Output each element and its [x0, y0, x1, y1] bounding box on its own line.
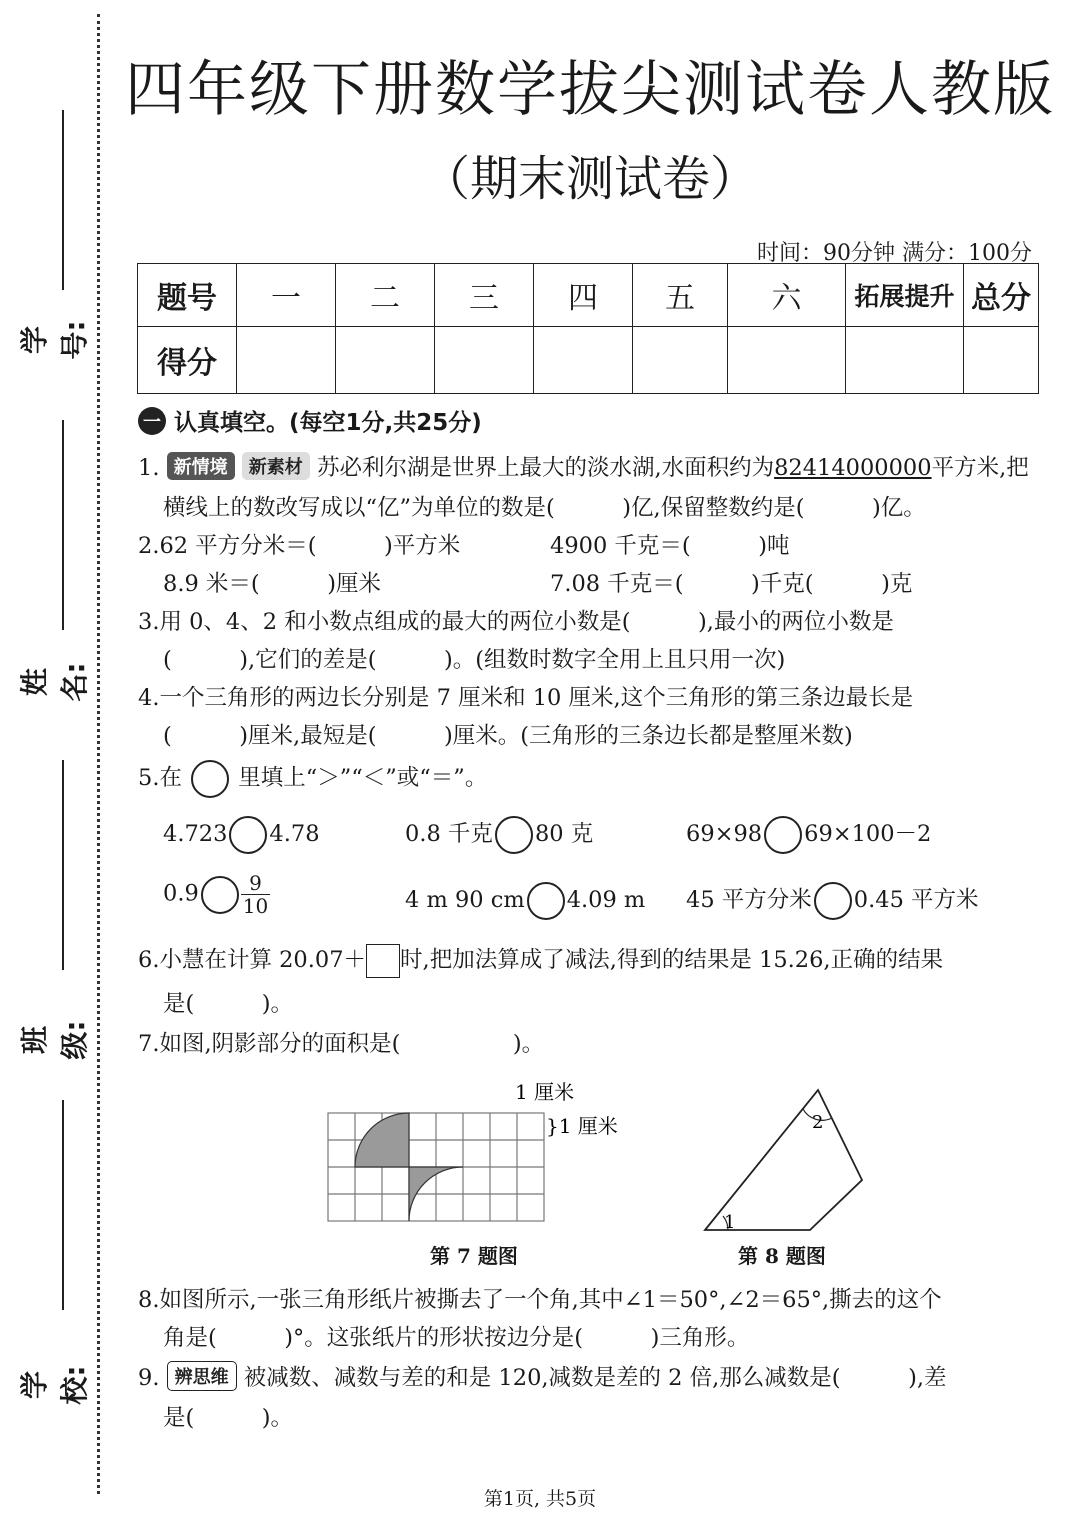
compare-answer-circle[interactable] [527, 882, 565, 920]
score-input-cell[interactable] [728, 327, 846, 394]
figure-7-caption: 第 7 题图 [430, 1244, 518, 1268]
question-number: 7. [138, 1031, 160, 1057]
compare-item [686, 882, 979, 920]
question-text: 小慧在计算 20.07＋ [159, 947, 367, 973]
compare-item [163, 872, 270, 917]
score-header-cell: 五 [633, 264, 728, 327]
unit-label-side: }1 厘米 [546, 1114, 618, 1138]
section-number-badge: 一 [138, 407, 166, 435]
shaded-quarter-upper [355, 1113, 409, 1167]
question-8-line-1 [138, 1282, 942, 1314]
question-3-line-2: ( ),它们的差是( )。(组数时数字全用上且只用一次) [163, 647, 786, 673]
tag-new-context: 新情境 [167, 452, 235, 480]
class-write-line[interactable] [62, 760, 64, 970]
class-label: 班级: [18, 1020, 91, 1060]
question-text: 用 0、4、2 和小数点组成的最大的两位小数是( ),最小的两位小数是 [159, 609, 894, 635]
question-2-part-c: 8.9 米＝( )厘米 [163, 571, 381, 597]
score-table-header-row [138, 264, 1039, 327]
compare-item [405, 882, 645, 920]
question-4-line-2: ( )厘米,最短是( )厘米。(三角形的三条边长都是整厘米数) [163, 723, 853, 749]
question-text: 里填上“＞”“＜”或“＝”。 [238, 765, 488, 791]
school-write-line[interactable] [62, 1100, 64, 1310]
compare-answer-circle[interactable] [495, 816, 533, 854]
page-footer: 第1页, 共5页 [483, 1488, 597, 1510]
question-2-line-1 [138, 528, 460, 560]
angle-1-label: 1 [724, 1212, 736, 1233]
question-6-line-2: 是( )。 [163, 991, 294, 1017]
score-input-cell[interactable] [237, 327, 336, 394]
question-5-intro [138, 760, 487, 798]
question-1-line-2: 横线上的数改写成以“亿”为单位的数是( )亿,保留整数约是( )亿。 [163, 495, 926, 521]
school-label: 学校: [18, 1365, 91, 1405]
score-header-cell: 三 [435, 264, 534, 327]
question-number: 8. [138, 1287, 160, 1313]
question-2-part-b: 4900 千克＝( )吨 [550, 533, 790, 559]
compare-answer-circle[interactable] [814, 882, 852, 920]
question-text: 时,把加法算成了减法,得到的结果是 15.26,正确的结果 [400, 947, 944, 973]
question-text: 如图所示,一张三角形纸片被撕去了一个角,其中∠1＝50°,∠2＝65°,撕去的这个 [159, 1287, 942, 1313]
figure-8-torn-triangle [690, 1080, 880, 1235]
binding-dotted-line [97, 14, 100, 1494]
score-header-cell: 六 [728, 264, 846, 327]
question-number: 4. [138, 685, 160, 711]
compare-right: 0.45 平方米 [853, 887, 979, 913]
score-header-cell: 总分 [964, 264, 1039, 327]
question-3-line-1 [138, 604, 894, 636]
exam-meta: 时间：90分钟 满分：100分 [757, 241, 1032, 266]
compare-left: 0.9 [163, 880, 199, 907]
compare-right: 4.78 [269, 821, 320, 847]
question-text: 被减数、减数与差的和是 120,减数是差的 2 倍,那么减数是( ),差 [243, 1365, 947, 1391]
score-input-cell[interactable] [435, 327, 534, 394]
question-number: 6. [138, 947, 160, 973]
score-header-cell: 一 [237, 264, 336, 327]
question-text: 一个三角形的两边长分别是 7 厘米和 10 厘米,这个三角形的第三条边最长是 [159, 685, 914, 711]
compare-item [163, 816, 320, 854]
question-number: 2. [138, 533, 160, 559]
score-input-cell[interactable] [964, 327, 1039, 394]
question-1-line-1 [138, 450, 1029, 482]
score-header-cell: 拓展提升 [846, 264, 964, 327]
question-number: 5. [138, 765, 160, 791]
tag-thinking: 辨思维 [167, 1361, 237, 1391]
compare-answer-circle[interactable] [229, 816, 267, 854]
score-input-cell[interactable] [534, 327, 633, 394]
question-number: 9. [138, 1365, 160, 1391]
compare-answer-circle[interactable] [201, 876, 239, 914]
score-header-cell: 题号 [138, 264, 237, 327]
question-9-line-1 [138, 1360, 947, 1392]
fraction-denominator: 10 [242, 894, 269, 918]
section-title: 认真填空。(每空1分,共25分) [174, 410, 482, 436]
underlined-number: 82414000000 [774, 455, 932, 481]
question-2-part-d: 7.08 千克＝( )千克( )克 [550, 571, 913, 597]
compare-left: 45 平方分米 [686, 887, 812, 913]
score-table-score-row [138, 327, 1039, 394]
question-number: 3. [138, 609, 160, 635]
tag-new-material: 新素材 [242, 452, 310, 480]
student-id-write-line[interactable] [62, 110, 64, 290]
fraction-nine-tenths [241, 872, 270, 917]
name-label: 姓名: [18, 662, 91, 702]
answer-box[interactable] [366, 944, 400, 978]
score-header-cell: 四 [534, 264, 633, 327]
score-input-cell[interactable] [846, 327, 964, 394]
compare-answer-circle[interactable] [764, 816, 802, 854]
compare-right: 69×100－2 [804, 821, 932, 847]
compare-left: 4 m 90 cm [405, 887, 525, 913]
page-subtitle: （期末测试卷） [421, 151, 758, 207]
question-text: 平方米,把 [931, 455, 1029, 481]
question-number: 1. [138, 455, 160, 481]
score-table [137, 263, 1039, 394]
question-8-line-2: 角是( )°。这张纸片的形状按边分是( )三角形。 [163, 1325, 750, 1351]
question-7-line [138, 1026, 544, 1058]
name-write-line[interactable] [62, 420, 64, 630]
compare-left: 4.723 [163, 821, 228, 847]
score-row-label: 得分 [138, 327, 237, 394]
compare-item [405, 816, 593, 854]
score-input-cell[interactable] [336, 327, 435, 394]
question-6-line-1 [138, 942, 943, 978]
fraction-numerator: 9 [249, 871, 262, 895]
compare-left: 69×98 [686, 821, 763, 847]
question-text: 在 [159, 765, 182, 791]
student-id-label: 学号: [18, 320, 91, 360]
question-2-part-a: 62 平方分米＝( )平方米 [159, 533, 461, 559]
question-4-line-1 [138, 680, 913, 712]
compare-left: 0.8 千克 [405, 821, 493, 847]
page-title: 四年级下册数学拔尖测试卷人教版 [125, 55, 1055, 125]
compare-item [686, 816, 931, 854]
score-input-cell[interactable] [633, 327, 728, 394]
angle-2-label: 2 [812, 1112, 824, 1133]
score-header-cell: 二 [336, 264, 435, 327]
question-text: 苏必利尔湖是世界上最大的淡水湖,水面积约为 [316, 455, 775, 481]
section-1-header [138, 404, 482, 437]
comparison-circle-icon [191, 760, 229, 798]
question-9-line-2: 是( )。 [163, 1405, 294, 1431]
figure-8-caption: 第 8 题图 [738, 1244, 826, 1268]
unit-label-top: 1 厘米 [515, 1080, 575, 1104]
question-text: 如图,阴影部分的面积是( )。 [159, 1031, 545, 1057]
compare-right: 4.09 m [566, 887, 646, 913]
figure-7-grid [320, 1075, 650, 1235]
compare-right: 80 克 [534, 821, 594, 847]
